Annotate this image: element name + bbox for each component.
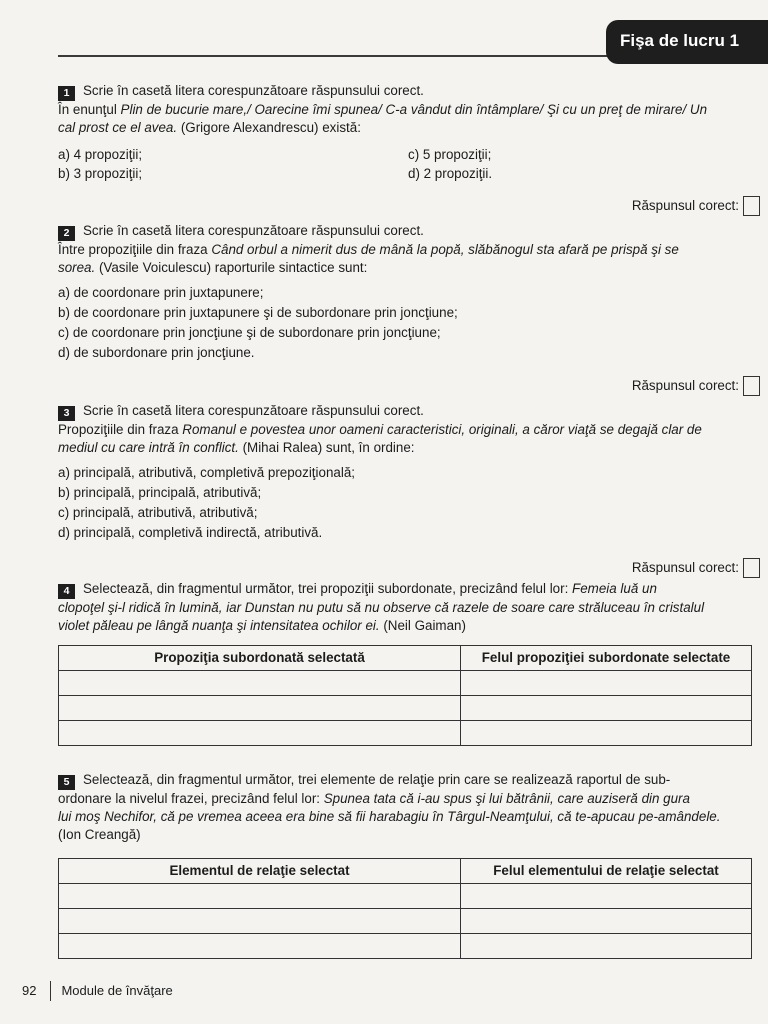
table-cell[interactable] [461,671,752,696]
column-header: Propoziţia subordonată selectată [59,646,461,671]
table-cell[interactable] [59,721,461,746]
column-header: Felul elementului de relaţie selectat [461,859,752,884]
column-header: Felul propoziţiei subordonate selectate [461,646,752,671]
answer-box[interactable] [743,558,760,578]
option-c: c) principală, atributivă, atributivă; [58,505,258,521]
instruction: Scrie în casetă litera corespunzătoare răspunsului corect. [83,83,424,98]
option-c: c) de coordonare prin joncţiune şi de subordonare prin joncţiune; [58,325,441,341]
answer-label: Răspunsul corect: [631,197,739,213]
table-cell[interactable] [59,934,461,959]
table-row [59,934,752,959]
table-cell[interactable] [461,721,752,746]
table-cell[interactable] [59,884,461,909]
exercise-2: 2 Scrie în casetă litera corespunzătoare răspunsului corect. Între propoziţiile din fraza Când orbul a nimerit dus de mână la popă, slăbănogul sta afară pe prispă şi se sorea. (Vasile Voiculescu) raporturile sintactice sunt: a) de coordonare prin juxtapunere; b) de coordonare prin juxtapunere şi de subordonare prin joncţiune; c) de coordonare prin joncţiune şi de subordonare prin joncţiune; d) de subordonare prin joncţiune. [58,222,758,365]
quoted-text: Când orbul a nimerit dus de mână la popă, slăbănogul sta afară pe prispă şi se [211,242,679,257]
table-row [59,884,752,909]
footer-divider [50,981,51,1001]
answer-table-5 [58,858,752,959]
exercise-number: 1 [58,86,75,101]
table-row [59,721,752,746]
table-row [59,909,752,934]
answer-row-3 [632,558,760,578]
answer-table-4 [58,645,752,746]
table-cell[interactable] [461,934,752,959]
table-cell[interactable] [59,909,461,934]
options [58,284,758,362]
answer-label: Răspunsul corect: [631,559,739,575]
options [58,464,758,542]
table-row [59,671,752,696]
footer-section: Module de învăţare [61,983,173,999]
option-a: a) de coordonare prin juxtapunere; [58,285,264,301]
table-cell[interactable] [461,884,752,909]
header-rule [58,55,618,57]
quoted-text: Romanul e povestea unor oameni caracteristici, originali, a căror viaţă se degajă clar de [182,422,702,437]
quoted-text: Femeia luă un [572,581,657,596]
column-header: Elementul de relaţie selectat [59,859,461,884]
answer-row-2 [632,376,760,396]
table-cell[interactable] [59,696,461,721]
page-footer [22,981,173,1001]
table-cell[interactable] [59,671,461,696]
exercise-4: 4 Selectează, din fragmentul următor, trei propoziţii subordonate, precizând felul lor: Femeia luă un clopoţel şi-l ridică în lumină, iar Dunstan nu putu să nu observe că razele de soare care străluceau în cristalul violet păleau pe lângă nuanţa şi intensitatea ochilor ei. (Neil Gaiman) [58,581,705,634]
exercise-3: 3 Scrie în casetă litera corespunzătoare răspunsului corect. Propoziţiile din fraza Romanul e povestea unor oameni caracteristici, originali, a căror viaţă se degajă clar de mediul cu care intră în conflict. (Mihai Ralea) sunt, în ordine: a) principală, atributivă, completivă prepoziţională; b) principală, principală, atributivă; c) principală, atributivă, atributivă; d) principală, completivă indirectă, atributivă. [58,402,758,545]
exercise-number: 3 [58,406,75,421]
exercise-number: 5 [58,775,75,790]
table-cell[interactable] [461,696,752,721]
page-number: 92 [22,983,37,999]
option-c: c) 5 propoziţii; [408,147,492,163]
option-d: d) 2 propoziţii. [408,166,493,182]
option-a: a) 4 propoziţii; [58,147,143,163]
options [58,146,758,184]
option-d: d) de subordonare prin joncţiune. [58,345,255,361]
instruction: Scrie în casetă litera corespunzătoare răspunsului corect. [83,403,424,418]
option-b: b) de coordonare prin juxtapunere şi de subordonare prin joncţiune; [58,305,458,321]
exercise-1: 1 Scrie în casetă litera corespunzătoare răspunsului corect. În enunţul Plin de bucurie mare,/ Oarecine îmi spunea/ C-a vândut din întâmplare/ Şi cu un preţ de mirare/ Un cal prost ce el avea. (Grigore Alexandrescu) există: a) 4 propoziţii; b) 3 propoziţii; c) 5 propoziţii; d) 2 propoziţii. [58,82,758,184]
quoted-text: Spunea tata că i-au spus şi lui bătrânii, care auziseră din gura [323,791,690,806]
option-b: b) 3 propoziţii; [58,166,143,182]
exercise-number: 2 [58,226,75,241]
answer-box[interactable] [743,376,760,396]
option-b: b) principală, principală, atributivă; [58,485,262,501]
answer-label: Răspunsul corect: [631,377,739,393]
answer-row-1 [632,196,760,216]
answer-box[interactable] [743,196,760,216]
exercise-number: 4 [58,584,75,599]
table-row [59,696,752,721]
quoted-text: Plin de bucurie mare,/ Oarecine îmi spunea/ C-a vândut din întâmplare/ Şi cu un preţ de mirare/ Un [120,102,708,117]
option-a: a) principală, atributivă, completivă prepoziţională; [58,465,355,481]
exercise-5: 5 Selectează, din fragmentul următor, trei elemente de relaţie prin care se realizează raportul de sub- ordonare la nivelul frazei, precizând felul lor: Spunea tata că i-au spus şi lui bătrânii, care auziseră din gura lui moş Nechifor, că pe vremea aceea era bine să fii harabagiu în Târgul-Neamţului, că te-apucau pe-amândele. (Ion Creangă) [58,772,721,843]
table-cell[interactable] [461,909,752,934]
worksheet-title: Fişa de lucru 1 [606,20,768,64]
instruction: Scrie în casetă litera corespunzătoare răspunsului corect. [83,223,424,238]
option-d: d) principală, completivă indirectă, atributivă. [58,525,323,541]
